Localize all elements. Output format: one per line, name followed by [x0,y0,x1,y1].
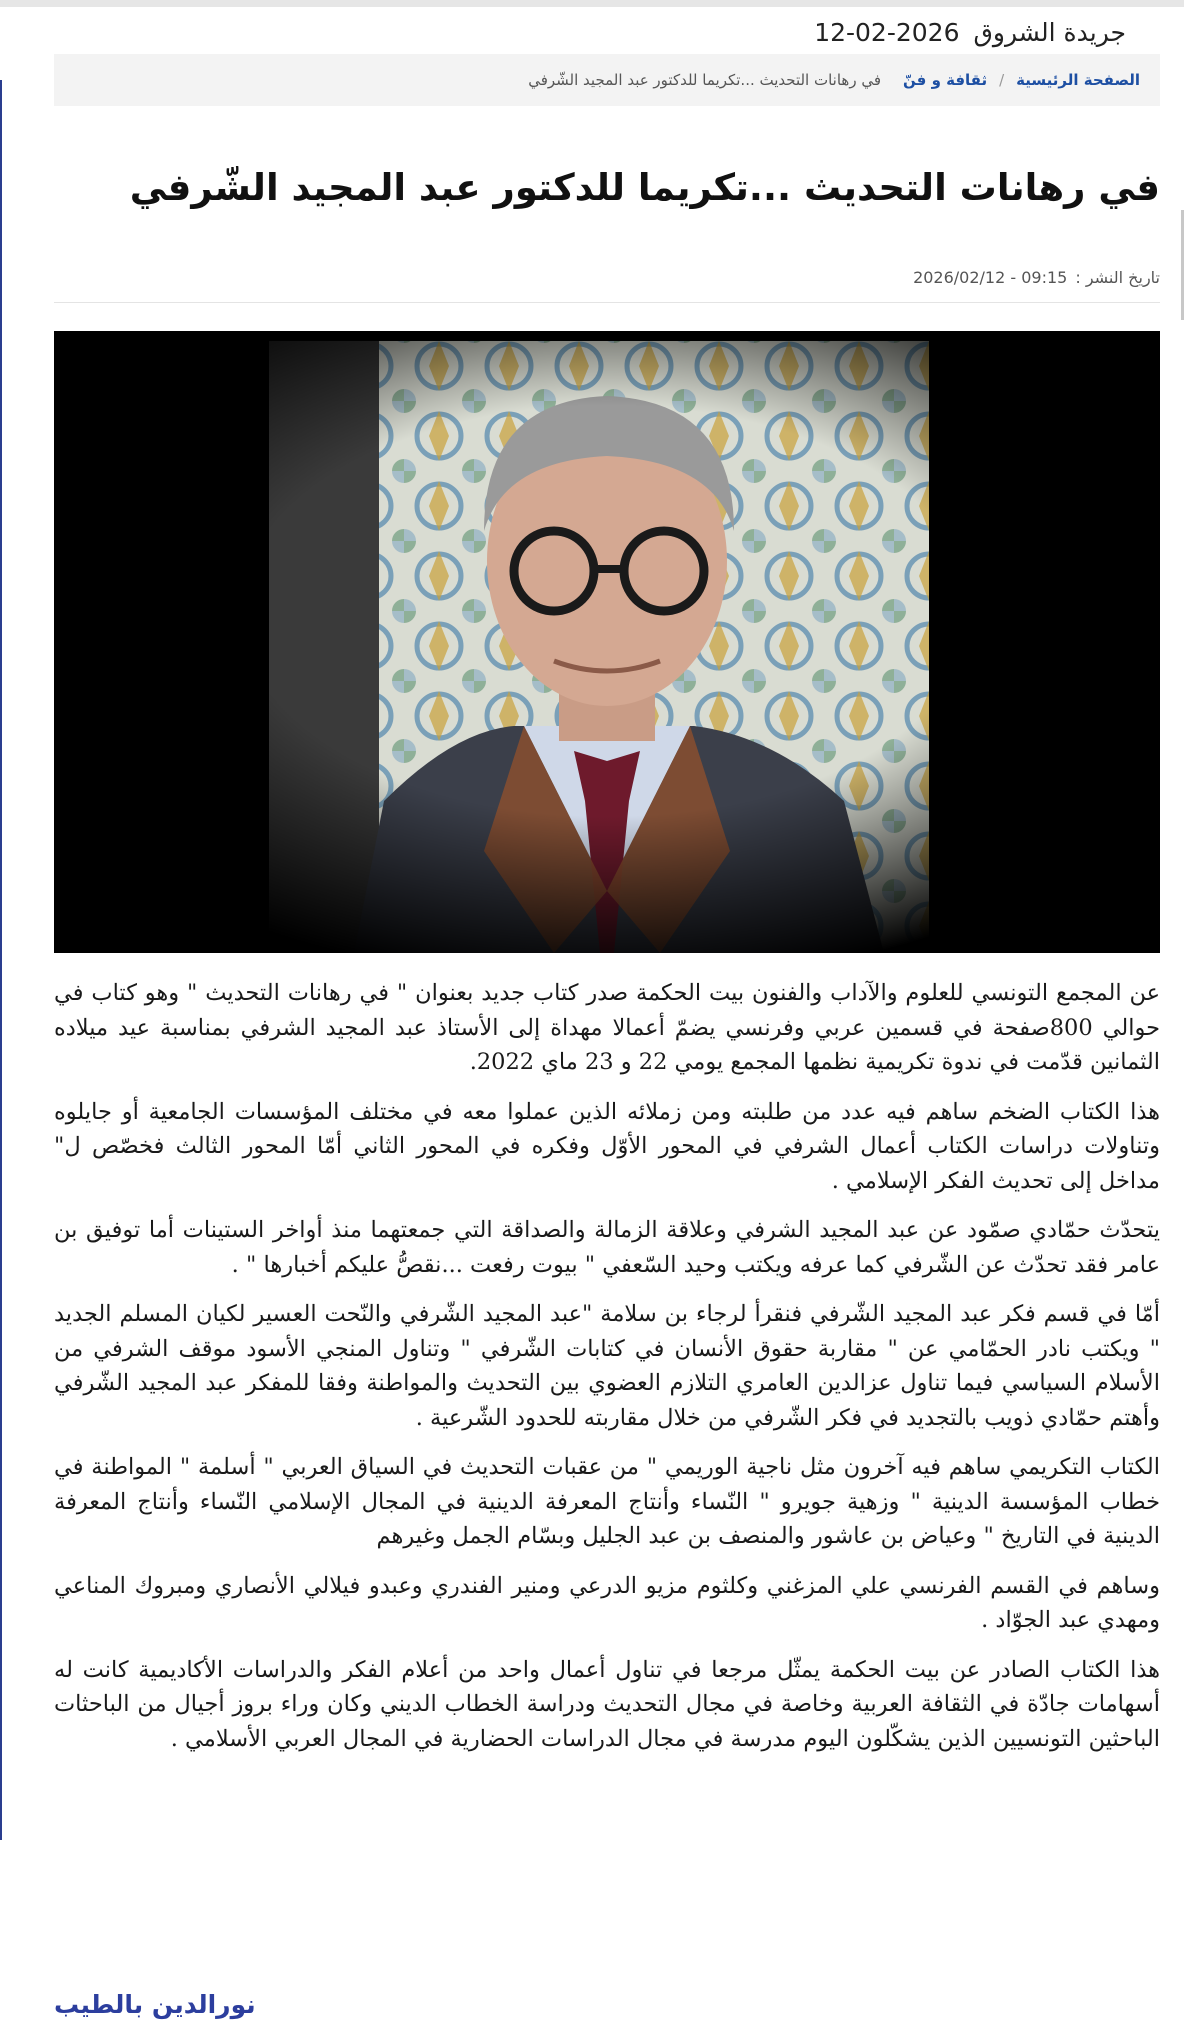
article-title: في رهانات التحديث ...تكريما للدكتور عبد المجيد الشّرفي [129,166,1160,209]
paragraph: الكتاب التكريمي ساهم فيه آخرون مثل ناجية الوريمي " من عقبات التحديث في السياق العربي " أسلمة " المواطنة في خطاب المؤسسة الدينية " وزهية جويرو " النّساء وأنتاج المعرفة الدينية في المجال الإسلامي النّساء وأنتاج المعرفة الدينية في التاريخ " وعياض بن عاشور والمنصف بن عبد الجليل وبسّام الجمل وغيرهم [54,1454,1160,1549]
paragraph: أمّا في قسم فكر عبد المجيد الشّرفي فنقرأ لرجاء بن سلامة "عبد المجيد الشّرفي والنّحت العسير لكيان المسلم الجديد " ويكتب نادر الحمّامي عن " مقاربة حقوق الأنسان في كتابات الشّرفي " وتناول المنجي الأسود موقف الشرفي من الأسلام السياسي فيما تناول عزالدين العامري التلازم العضوي بين التحديث والمواطنة وفقا للمفكر عبد المجيد الشّرفي وأهتم حمّادي ذويب بالتجديد في فكر الشّرفي من خلال مقاربته للحدود الشّرعية . [54,1301,1160,1431]
breadcrumb-current: في رهانات التحديث ...تكريما للدكتور عبد المجيد الشّرفي [528,71,882,89]
portrait-illustration [54,331,1160,953]
breadcrumb [54,54,1160,106]
paragraph: هذا الكتاب الصادر عن بيت الحكمة يمثّل مرجعا في تناول أعمال واحد من أعلام الفكر والدراسات الأكاديمية كانت له أسهامات جادّة في الثقافة العربية وخاصة في مجال التحديث ودراسة الخطاب الديني وكان وراء بروز أجيال من الباحثات الباحثين التونسيين الذين يشكّلون اليوم مدرسة في مجال الدراسات الحضارية في المجال العربي الأسلامي . [54,1656,1160,1752]
newspaper-name: جريدة الشروق [973,17,1126,47]
breadcrumb-section-link[interactable]: ثقافة و فنّ [903,71,988,89]
paragraph: هذا الكتاب الضخم ساهم فيه عدد من طلبته ومن زملائه الذين عملوا معه في مختلف المؤسسات الجامعية أو جايلوه وتناولات دراسات الكتاب أعمال الشرفي في المحور الأوّل وفكره في المحور الثاني أمّا المحور الثالث فخصّص ل" مداخل إلى تحديث الفكر الإسلامي . [54,1098,1160,1194]
header-date: 12-02-2026 [814,17,960,47]
breadcrumb-home-link[interactable]: الصفحة الرئيسية [1016,71,1140,89]
publish-date-label: تاريخ النشر : [1075,268,1160,287]
paragraph: عن المجمع التونسي للعلوم والآداب والفنون بيت الحكمة صدر كتاب جديد بعنوان " في رهانات التحديث " وهو كتاب في حوالي 800صفحة في قسمين عربي وفرنسي يضمّ أعمالا مهداة إلى الأستاذ عبد المجيد الشرفي بمناسبة عيد ميلاده الثمانين قدّمت في ندوة تكريمية نظمها المجمع يومي 22 و 23 ماي 2022. [54,980,1160,1075]
newspaper-header [814,12,1126,52]
article-photo [54,331,1160,953]
paragraph: وساهم في القسم الفرنسي علي المزغني وكلثوم مزيو الدرعي ومنير الفندري وعبدو فيلالي الأنصاري ومبروك المناعي ومهدي عبد الجوّاد . [54,1572,1160,1633]
top-bar [0,0,1184,7]
breadcrumb-separator: / [999,71,1005,89]
publish-date [54,268,1160,287]
title-divider [54,302,1160,303]
author-name: نورالدين بالطيب [54,1990,256,2019]
paragraph: يتحدّث حمّادي صمّود عن عبد المجيد الشرفي وعلاقة الزمالة والصداقة التي جمعتهما منذ أواخر الستينات أما توفيق بن عامر فقد تحدّث عن الشّرفي كما عرفه ويكتب وحيد السّعفي " بيوت رفعت ...نقصُّ عليكم أخبارها " . [54,1217,1160,1278]
page-left-edge [0,80,2,1840]
article-body [54,976,1160,1771]
publish-date-value: 2026/02/12 - 09:15 [913,268,1068,287]
